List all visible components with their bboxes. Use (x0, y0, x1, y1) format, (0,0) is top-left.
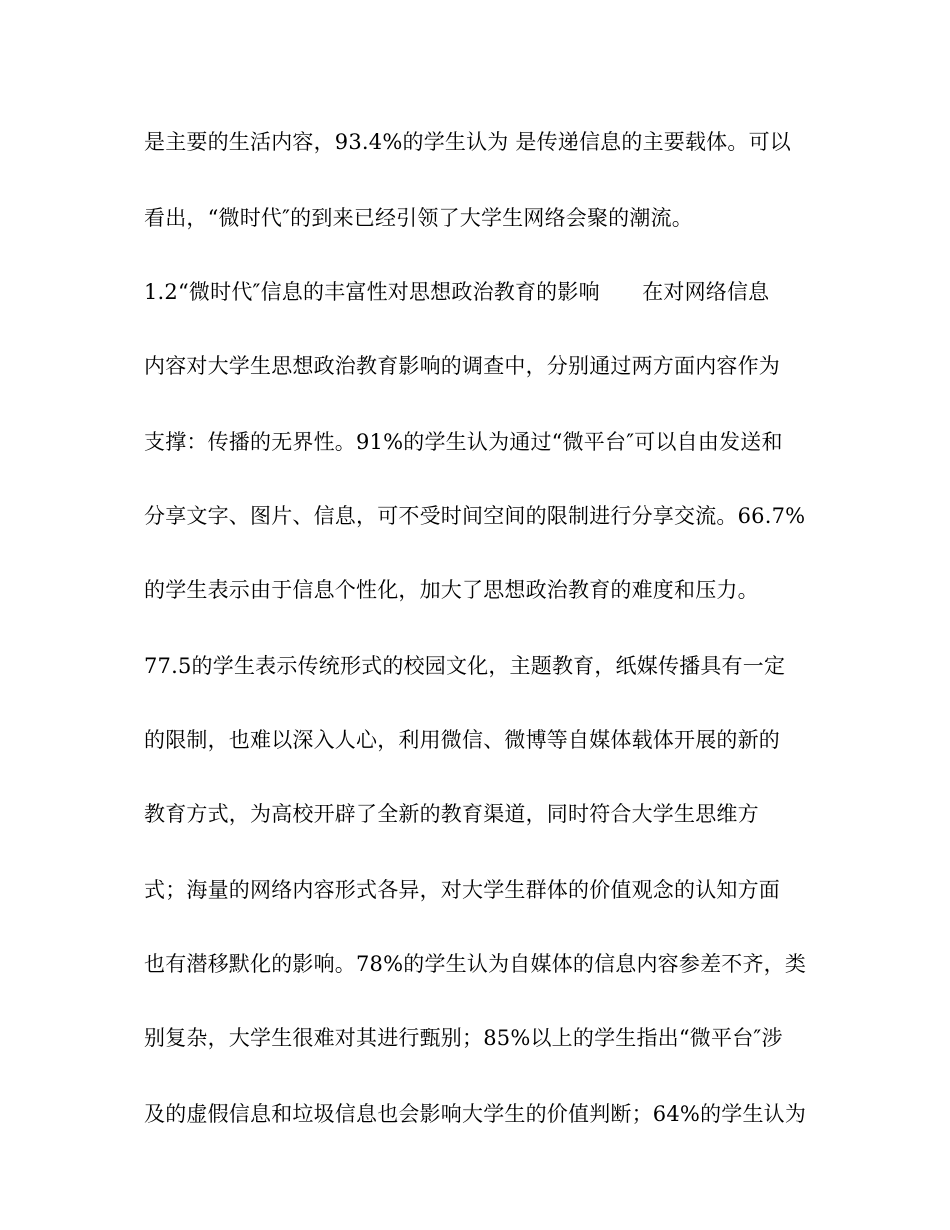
body-text-line: 别复杂，大学生很难对其进行甄别；85%以上的学生指出“微平台″涉 (144, 1026, 783, 1050)
body-text-line: 的学生表示由于信息个性化，加大了思想政治教育的难度和压力。 (144, 578, 759, 602)
body-text-line: 教育方式，为高校开辟了全新的教育渠道，同时符合大学生思维方 (144, 802, 759, 826)
body-text-line: 分享文字、图片、信息，可不受时间空间的限制进行分享交流。66.7% (144, 504, 806, 528)
body-text-line: 77.5的学生表示传统形式的校园文化，主题教育，纸媒传播具有一定 (144, 654, 786, 678)
section-heading-line: 1.2“微时代″信息的丰富性对思想政治教育的影响 在对网络信息 (144, 280, 770, 304)
body-text-line: 也有潜移默化的影响。78%的学生认为自媒体的信息内容参差不齐，类 (144, 952, 807, 976)
body-text-line: 是主要的生活内容，93.4%的学生认为 是传递信息的主要载体。可以 (144, 130, 791, 154)
body-text-line: 的限制，也难以深入人心，利用微信、微博等自媒体载体开展的新的 (144, 728, 780, 752)
body-text-line: 式；海量的网络内容形式各异，对大学生群体的价值观念的认知方面 (144, 878, 780, 902)
body-text-line: 支撑：传播的无界性。91%的学生认为通过“微平台″可以自由发送和 (144, 430, 783, 454)
body-text-line: 看出，“微时代″的到来已经引领了大学生网络会聚的潮流。 (144, 206, 693, 230)
body-text-line: 及的虚假信息和垃圾信息也会影响大学生的价值判断；64%的学生认为 (144, 1102, 807, 1126)
body-text-line: 内容对大学生思想政治教育影响的调查中，分别通过两方面内容作为 (144, 354, 780, 378)
